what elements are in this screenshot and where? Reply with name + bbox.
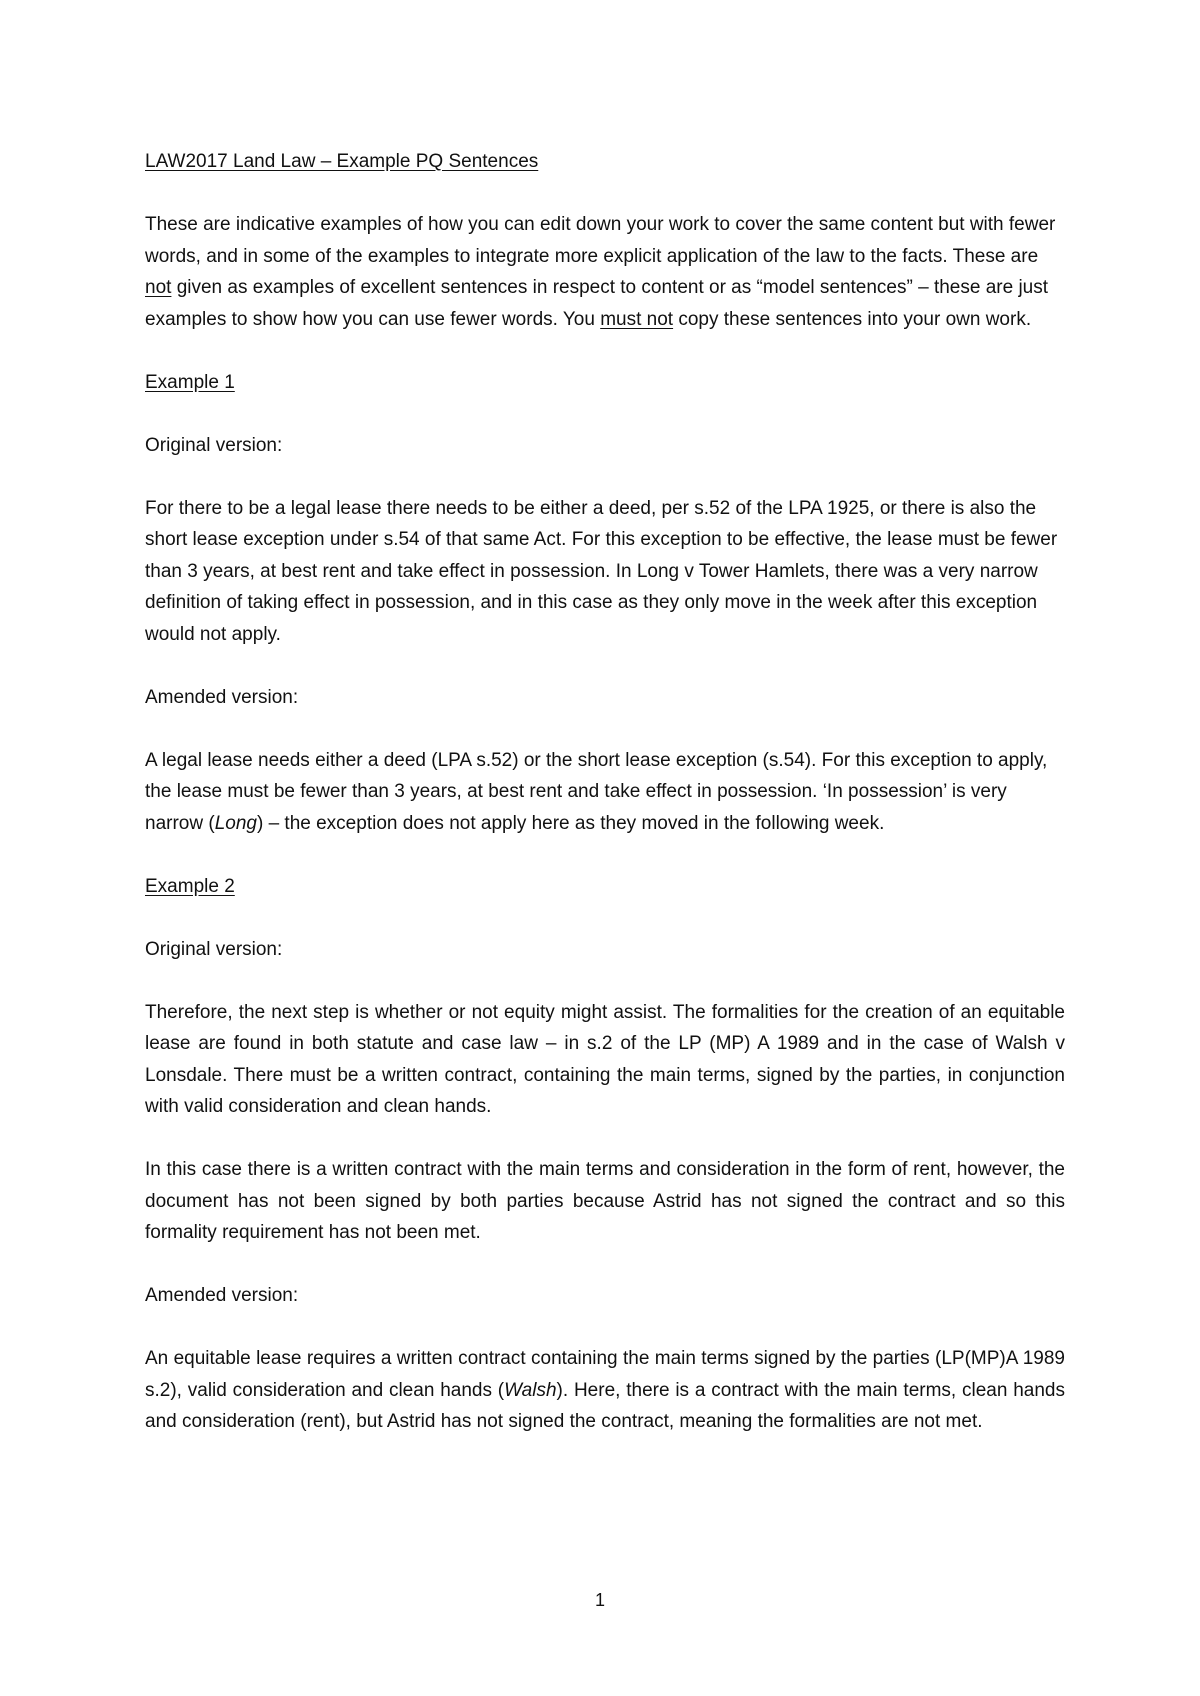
example-1-heading-text: Example 1	[145, 371, 235, 393]
example-1-amended-text-2: ) – the exception does not apply here as they moved in the following week.	[256, 812, 885, 834]
intro-text-1: These are indicative examples of how you can edit down your work to cover the same content but with fewer words, and in some of the examples to integrate more explicit application of the law to the facts. These are	[145, 214, 1056, 267]
example-1-amended-text	[145, 745, 1065, 840]
example-1-original-label: Original version:	[145, 434, 283, 456]
page-number: 1	[594, 1590, 605, 1610]
document-title	[145, 146, 1065, 178]
example-2-amended-label: Amended version:	[145, 1285, 299, 1306]
example-2-amended-text	[145, 1343, 1065, 1438]
document-body	[145, 146, 1065, 1469]
example-2-heading	[145, 871, 1065, 903]
example-1-original-text: For there to be a legal lease there needs to be either a deed, per s.52 of the LPA 1925, or there is also the short lease exception under s.54 of that same Act. For this exception to be effective, the lease must be fewer than 3 years, at best rent and take effect in possession. In Long v Tower Hamlets, there was a very narrow definition of taking effect in possession, and in this case as they only move in the week after this exception would not apply.	[145, 497, 1058, 645]
example-2-original-label: Original version:	[145, 938, 283, 960]
example-2-case-name: Walsh	[504, 1379, 557, 1401]
intro-text-3: copy these sentences into your own work.	[673, 308, 1032, 330]
example-1-heading	[145, 367, 1065, 399]
example-2-amended-text-2: ). Here, there is a contract with the main terms, clean hands and consideration (rent), but Astrid has not signed the contract, meaning the formalities are not met.	[145, 1379, 1065, 1432]
example-1-amended-text-1: A legal lease needs either a deed (LPA s.52) or the short lease exception (s.54). For this exception to apply, the lease must be fewer than 3 years, at best rent and take effect in possession. ‘In possession’ is very narrow (	[145, 749, 1048, 834]
intro-paragraph	[145, 209, 1065, 335]
example-2-amended-text-1: An equitable lease requires a written contract containing the main terms signed by the parties (LP(MP)A 1989 s.2), valid consideration and clean hands (	[145, 1348, 1065, 1401]
intro-text-2: given as examples of excellent sentences in respect to content or as “model sentences” – these are just examples to show how you can use fewer words. You	[145, 277, 1049, 330]
intro-emphasis-not: not	[145, 277, 172, 298]
example-1-amended-label: Amended version:	[145, 686, 299, 708]
example-1-case-name: Long	[214, 812, 257, 834]
example-2-original-text-2: In this case there is a written contract with the main terms and consideration in the form of rent, however, the document has not been signed by both parties because Astrid has not signed the contract and so this formality requirement has not been met.	[145, 1159, 1065, 1243]
example-2-original-text-1: Therefore, the next step is whether or not equity might assist. The formalities for the creation of an equitable lease are found in both statute and case law – in s.2 of the LP (MP) A 1989 and in the case of Walsh v Lonsdale. There must be a written contract, containing the main terms, signed by the parties, in conjunction with valid consideration and clean hands.	[145, 1001, 1065, 1117]
intro-emphasis-must-not: must not	[600, 308, 674, 330]
document-title-text: LAW2017 Land Law – Example PQ Sentences	[145, 151, 539, 172]
example-2-heading-text: Example 2	[145, 875, 235, 897]
